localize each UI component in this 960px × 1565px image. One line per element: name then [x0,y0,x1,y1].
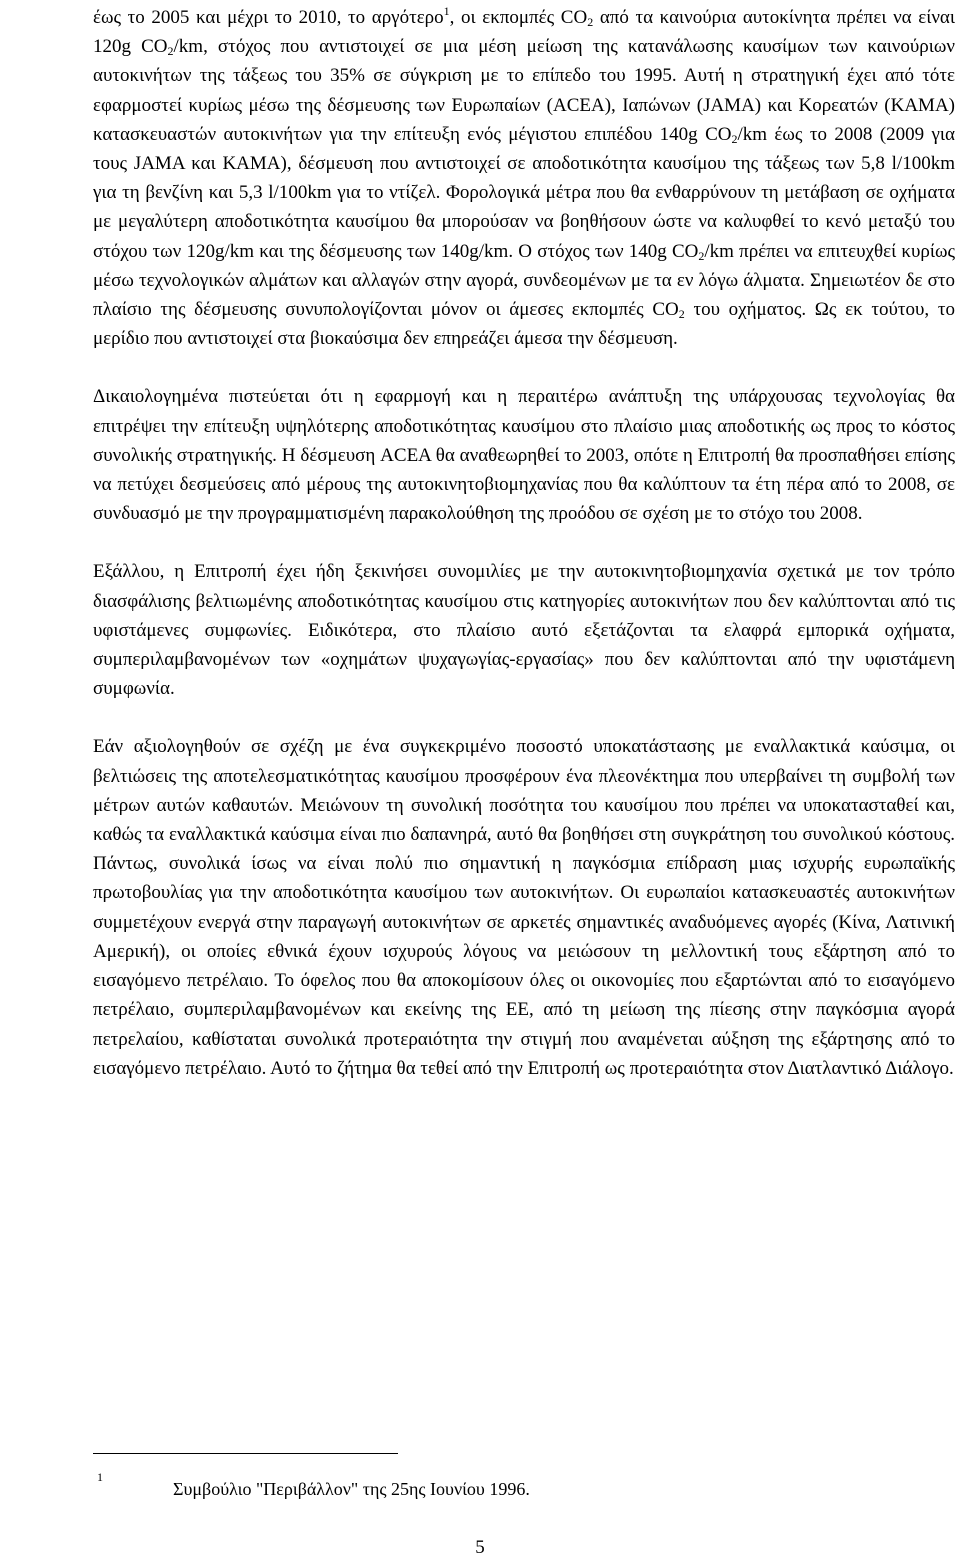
paragraph-technology-efficiency [93,382,955,528]
co2-subscript: 2 [167,44,174,59]
text-run: /km πρέπει να επιτευχθεί κυρίως μέσω τεχνολογικών αλμάτων και αλλαγών στην αγορά, συνδεομένων με τα εν λόγω άλματα. Σημειωτέον δε στο πλαίσιο της δέσμευσης συνυπολογίζονται μόνον οι άμεσες εκπομπές CO [93,240,955,321]
co2-subscript: 2 [731,131,738,146]
co2-subscript: 2 [678,307,685,322]
text-run: , οι εκπομπές CO [449,7,588,28]
footnote-number: 1 [97,1470,103,1484]
text-run: Εξάλλου, η Επιτροπή έχει ήδη ξεκινήσει συνομιλίες με την αυτοκινητοβιομηχανία σχετικά με τον τρόπο διασφάλισης βελτιωμένης αποδοτικότητας καυσίμου στις κατηγορίες αυτοκινήτων που δεν καλύπτονται από τις υφιστάμενες συμφωνίες. Ειδικότερα, στο πλαίσιο αυτό εξετάζονται τα ελαφρά εμπορικά οχήματα, συμπεριλαμβανομένων των «οχημάτων ψυχαγωγίας-εργασίας» που δεν καλύπτονται από την υφιστάμενη συμφωνία. [93,561,955,700]
footnote-separator [93,1453,398,1454]
text-run: /km, στόχος που αντιστοιχεί σε μια μέση μείωση της κατανάλωσης καυσίμων των καινούριων αυτοκινήτων της τάξεως του 35% σε σύγκριση με το επίπεδο του 1995. Αυτή η στρατηγική έχει από τότε εφαρμοστεί κυρίως μέσω της δέσμευσης των Ευρωπαίων (ACEA), Ιαπώνων (JAMA) και Κορεατών (KAMA) κατασκευαστών αυτοκινήτων για την επίτευξη ενός μέγιστου επιπέδου 140g CO [93,36,955,145]
co2-subscript: 2 [587,15,594,29]
text-run: έως το 2005 και μέχρι το 2010, το αργότερο [93,7,444,28]
footnote-reference: 1 [443,4,450,18]
paragraph-gap [93,353,955,382]
paragraph-gap [93,703,955,732]
paragraph-gap [93,528,955,557]
paragraph-alternative-fuels [93,732,955,1082]
text-run: /km έως το 2008 (2009 για τους JAMA και KAMA), δέσμευση που αντιστοιχεί σε αποδοτικότητα καυσίμου της τάξεως των 5,8 l/100km για τη βενζίνη και 5,3 l/100km για το ντίζελ. Φορολογικά μέτρα που θα ενθαρρύνουν τη μετάβαση σε οχήματα με μεγαλύτερη αποδοτικότητα καυσίμου θα μπορούσαν να βοηθήσουν ώστε να καλυφθεί το κενό μεταξύ του στόχου των 120g/km και της δέσμευσης των 140g/km. Ο στόχος των 140g CO [93,123,955,262]
co2-subscript: 2 [698,248,705,263]
paragraph-commission-talks [93,557,955,703]
page-number: 5 [475,1537,485,1558]
document-page [93,0,955,1499]
text-run: του οχήματος. Ως εκ τούτου, το μερίδιο που αντιστοιχεί στα βιοκαύσιμα δεν επηρεάζει άμεσα την δέσμευση. [93,299,955,350]
text-run: Δικαιολογημένα πιστεύεται ότι η εφαρμογή και η περαιτέρω ανάπτυξη της υπάρχουσας τεχνολογίας θα επιτρέψει την επίτευξη υψηλότερης αποδοτικότητας καυσίμου στο πλαίσιο μιας αποδοτικής ως προς το κόστος συνολικής στρατηγικής. Η δέσμευση ACEA θα αναθεωρηθεί το 2003, οπότε η Επιτροπή θα προσπαθήσει επίσης να πετύχει δεσμεύσεις από μέρους της αυτοκινητοβιομηχανίας που θα καλύπτουν τα έτη πέρα από το 2008, σε συνδυασμό με την προγραμματισμένη παρακολούθηση της προόδου σε σχέση με το στόχο του 2008. [93,386,955,525]
paragraph-fuel-emissions-targets [93,3,955,353]
footnote-text: Συμβούλιο "Περιβάλλον" της 25ης Ιουνίου 1996. [173,1479,530,1499]
text-run: Εάν αξιολογηθούν σε σχέζη με ένα συγκεκριμένο ποσοστό υποκατάστασης με εναλλακτικά καύσιμα, οι βελτιώσεις της αποτελεσματικότητας καυσίμου προσφέρουν ένα πλεονέκτημα που υπερβαίνει τη συμβολή των μέτρων αυτών καθαυτών. Μειώνουν τη συνολική ποσότητα του καυσίμου που πρέπει να υποκατασταθεί και, καθώς τα εναλλακτικά καύσιμα είναι πιο δαπανηρά, αυτό θα βοηθήσει στη συγκράτηση του συνολικού κόστους. Πάντως, συνολικά ίσως να είναι πολύ πιο σημαντική η παγκόσμια επίδραση μιας ισχυρής ευρωπαϊκής πρωτοβουλίας για την αποδοτικότητα καυσίμου των αυτοκινήτων. Οι ευρωπαίοι κατασκευαστές αυτοκινήτων συμμετέχουν ενεργά στην παραγωγή αυτοκινήτων σε αρκετές σημαντικές αναδυόμενες αγορές (Κίνα, Λατινική Αμερική), οι οποίες εθνικά έχουν ισχυρούς λόγους να μειώσουν τη μελλοντική τους εξάρτηση από το εισαγόμενο πετρέλαιο. Το όφελος που θα αποκομίσουν όλες οι οικονομίες που εξαρτώνται από το εισαγόμενο πετρέλαιο, συμπεριλαμβανομένων και εκείνης της ΕΕ, από τη μείωση της πίεσης στην παγκόσμια αγορά πετρελαίου, καθίσταται συνολικά προτεραιότητα την στιγμή που αναμένεται αύξηση της εξάρτησης από το εισαγόμενο πετρέλαιο. Αυτό το ζήτημα θα τεθεί από την Επιτροπή ως προτεραιότητα στον Διατλαντικό Διάλογο. [93,736,955,1079]
text-run: από τα καινούρια αυτοκίνητα πρέπει να είναι 120g CO [93,7,955,58]
